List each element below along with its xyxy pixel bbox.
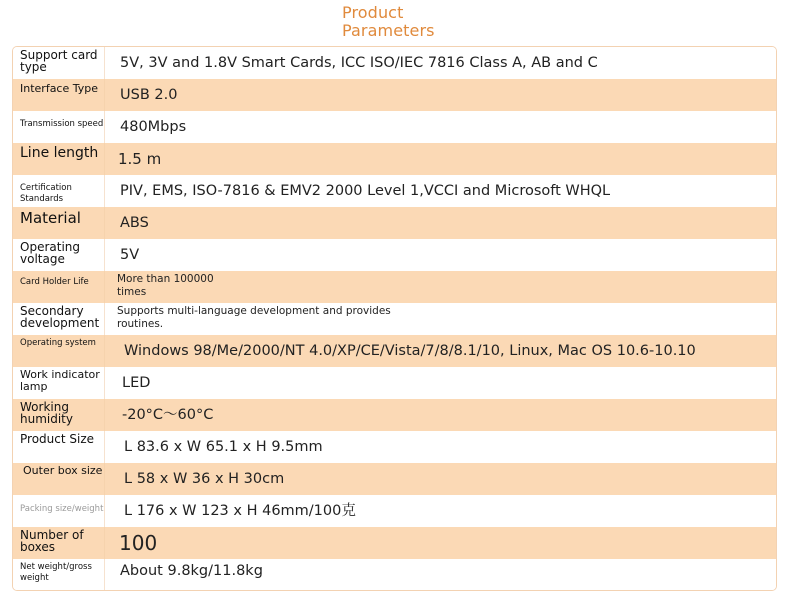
row-value: L 58 x W 36 x H 30cm: [124, 471, 285, 487]
row-label: Line length: [13, 143, 105, 175]
row-value: Windows 98/Me/2000/NT 4.0/XP/CE/Vista/7/8/8.1/10, Linux, Mac OS 10.6-10.10: [124, 343, 696, 359]
table-row-secondary-development: [13, 303, 776, 335]
table-row-material: [13, 207, 776, 239]
row-value: PIV, EMS, ISO-7816 & EMV2 2000 Level 1,VCCI and Microsoft WHQL: [120, 183, 611, 199]
table-row-packing-size-weight: [13, 495, 776, 527]
row-value: L 176 x W 123 x H 46mm/100克: [124, 503, 356, 519]
row-label: Operating voltage: [13, 239, 105, 271]
row-value: 100: [119, 531, 158, 555]
row-value: LED: [122, 375, 151, 391]
row-label: Interface Type: [13, 79, 105, 111]
row-value: More than 100000 times: [117, 273, 214, 298]
page-title: [342, 4, 482, 40]
table-row-operating-system: [13, 335, 776, 367]
row-value: 1.5 m: [118, 150, 162, 168]
row-label: Support card type: [13, 47, 105, 79]
table-row-working-humidity: [13, 399, 776, 431]
row-label: Secondary development: [13, 303, 105, 335]
row-label: Certification Standards: [13, 175, 105, 207]
row-value: -20°C～60°C: [122, 407, 214, 423]
table-row-card-holder-life: [13, 271, 776, 303]
table-row-certification-standards: [13, 175, 776, 207]
row-label: Packing size/weight: [13, 495, 105, 527]
table-row-outer-box-size: [13, 463, 776, 495]
page-title-line2: Parameters: [342, 21, 435, 40]
row-label: Working humidity: [13, 399, 105, 431]
row-label: Material: [13, 207, 105, 239]
page-title-line1: Product: [342, 3, 404, 22]
row-label: Transmission speed: [13, 111, 105, 143]
row-label: Operating system: [13, 335, 105, 367]
table-row-net-gross-weight: [13, 559, 776, 591]
table-row-transmission-speed: [13, 111, 776, 143]
table-row-operating-voltage: [13, 239, 776, 271]
parameters-table: [12, 46, 777, 591]
row-value: 5V: [120, 247, 140, 263]
row-value: 480Mbps: [120, 119, 187, 135]
table-row-support-card-type: [13, 47, 776, 79]
table-row-product-size: [13, 431, 776, 463]
row-value: About 9.8kg/11.8kg: [120, 563, 263, 579]
table-row-interface-type: [13, 79, 776, 111]
table-row-number-of-boxes: [13, 527, 776, 559]
row-label: Work indicator lamp: [13, 367, 105, 399]
row-label: Card Holder Life: [13, 271, 105, 303]
table-row-line-length: [13, 143, 776, 175]
row-value: L 83.6 x W 65.1 x H 9.5mm: [124, 439, 323, 455]
row-label: Product Size: [13, 431, 105, 463]
row-value: 5V, 3V and 1.8V Smart Cards, ICC ISO/IEC 7816 Class A, AB and C: [120, 55, 598, 71]
row-label: Net weight/gross weight: [13, 559, 105, 591]
row-label: Number of boxes: [13, 527, 105, 559]
row-value: Supports multi-language development and provides routines.: [117, 305, 391, 330]
table-row-work-indicator-lamp: [13, 367, 776, 399]
row-value: USB 2.0: [120, 87, 178, 103]
row-value: ABS: [120, 215, 149, 231]
row-label: Outer box size: [13, 463, 105, 495]
